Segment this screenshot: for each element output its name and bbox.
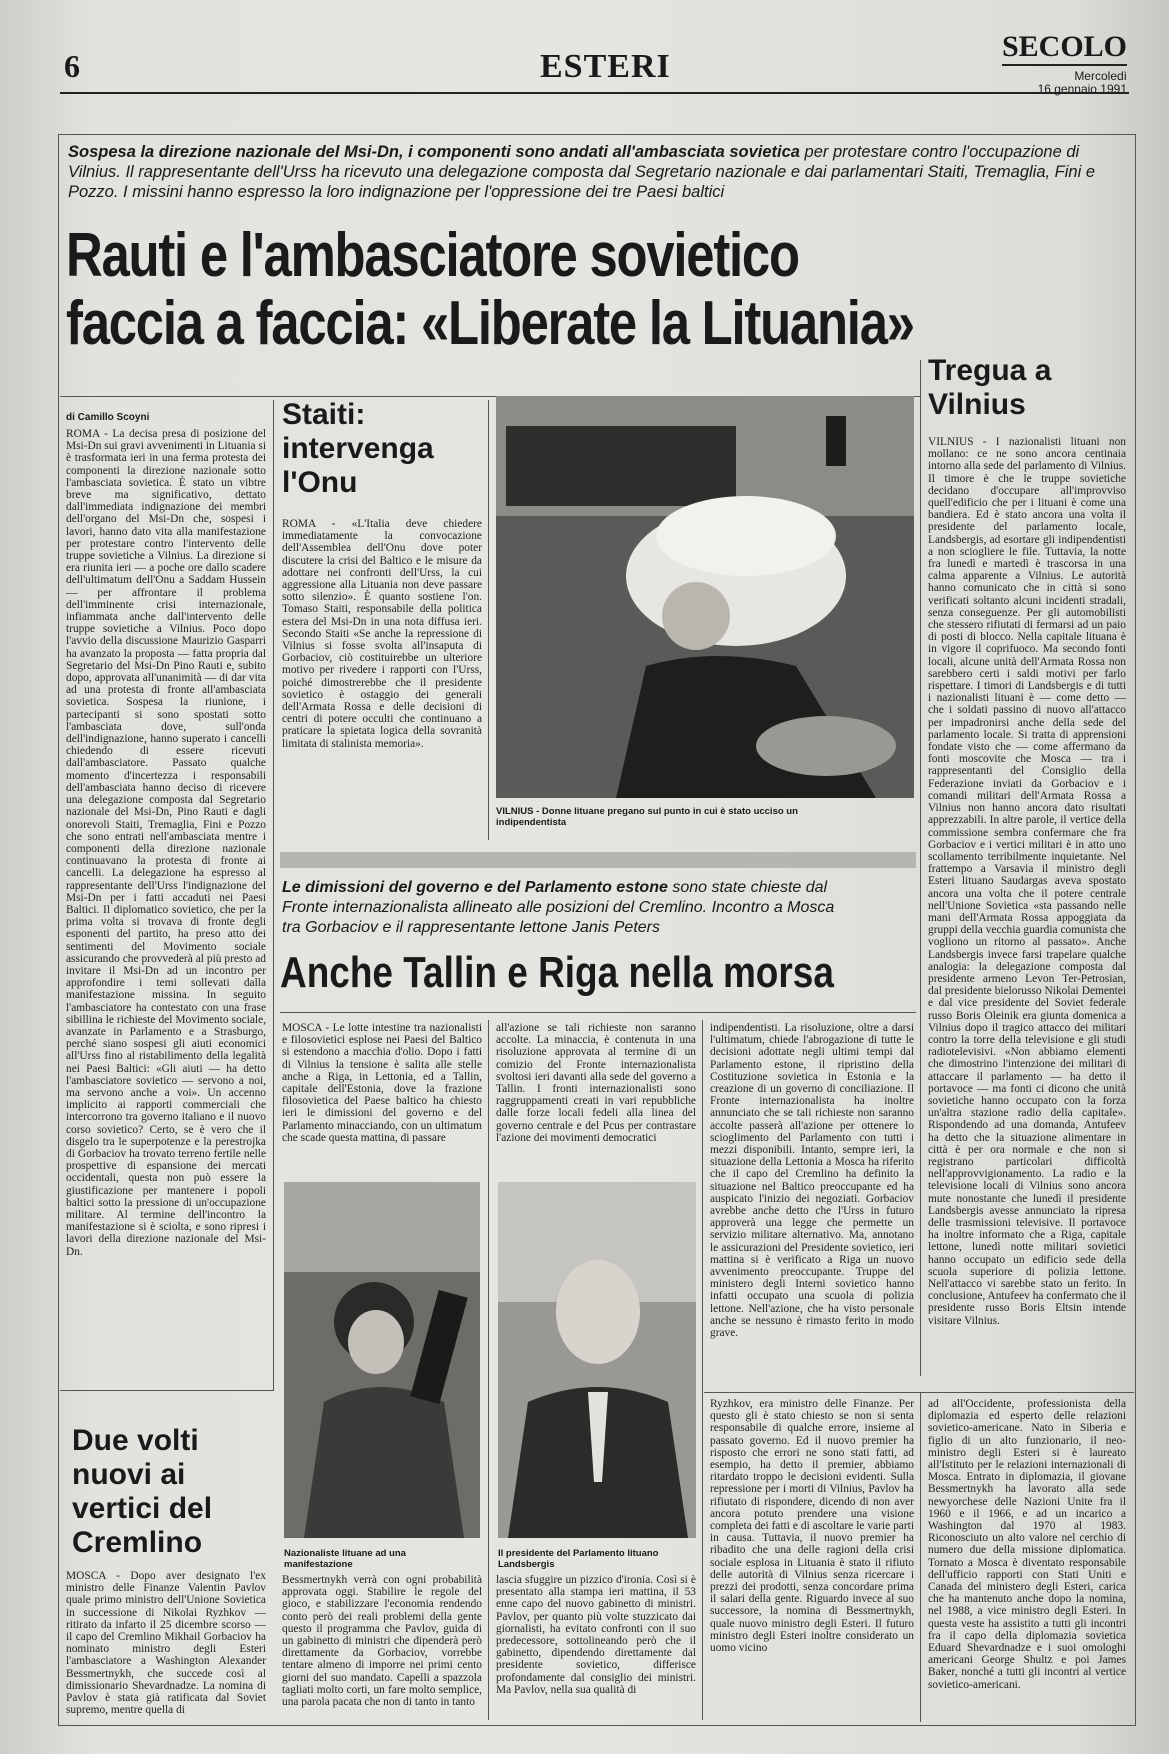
cremlino-body-col5: ad all'Occidente, professionista della diplomazia ed esperto delle relazioni sovietico-americane. Nato in Siberia e figlio di un alto funzionario, il neo-ministro degli Esteri si è laureato all'Istituto per le relazioni internazionali di Mosca. Entrato in diplomazia, il giovane Bessmertnykh ha lavorato alla sede newyorchese delle Nazioni Unite fra il 1960 e il 1966, e ad un incarico a Washington dal 1970 al 1983. Riconosciuto un alto valore nel cerchio di numero due della missione diplomatica. Tornato a Mosca è diventato responsabile dell'ufficio rapporti con Stati Uniti e Canada del ministero degli Esteri, carica che ha mantenuto anche dopo la nomina, nel 1988, a vice ministro degli Esteri. In questa veste ha assistito a tutti gli incontri fra il capo della diplomazia sovietica Eduard Shevardnadze e i suoi omologhi americani George Shultz e poi James Baker, nonché a tutti gli incontri al vertice sovietico-americani. xyxy=(928,1398,1126,1691)
photo-vilnius-women xyxy=(496,396,914,798)
header-rule xyxy=(60,92,1129,94)
column-rule-6 xyxy=(920,1392,921,1722)
photo-landsbergis-image xyxy=(498,1182,696,1538)
cremlino-body-col1: MOSCA - Dopo aver designato l'ex ministro delle Finanze Valentin Pavlov quale primo ministro dell'Unione Sovietica in successione di Nikolai Ryzhkov — ritirato da infarto il 25 dicembre scorso — il capo del Cremlino Mikhail Gorbaciov ha nominato ministro degli Esteri l'ambasciatore a Washington Alexander Bessmertnykh, che succede così al dimissionario Shevardnadze. La nomina di Pavlov è stata già ratificata dal Soviet supremo, mentre quella di xyxy=(66,1570,266,1717)
tallin-body-col3: indipendentisti. La risoluzione, oltre a darsi l'ultimatum, chiede l'abrogazione di tutte le decisioni adottate negli ultimi tempi dal Parlamento estone, il ripristino della Costituzione sovietica in Estonia e la creazione di un governo di conciliazione. Il Fronte internazionalista ha inoltre annunciato che se tali richieste non saranno accolte passerà all'azione per ottenere lo scioglimento del Parlamento con tutti i mezzi disponibili. Intanto, sempre ieri, la situazione della Lettonia a Mosca ha riferito che il capo del Cremlino ha definito la situazione nel Baltico preoccupante ed ha auspicato l'inizio dei negoziati. Gorbaciov avrebbe anche detto che l'Urss in futuro approverà una legge che permette un servizio militare alternativo. Ma, annotano le assicurazioni del Presidente sovietico, ieri mattina si è verificato a Riga un nuovo avvenimento preoccupante. Truppe del ministero degli Interni sovietico hanno infatti occupato una scuola di polizia lettone. Nell'azione, che ha visto personale anche se nessuno è rimasto ferito in modo grave. xyxy=(710,1022,914,1340)
main-kicker-rest: per protestare contro l'occupazione di Vilnius. Il rappresentante dell'Urss ha ricevuto una delegazione composta dal Segretario nazionale e dai parlamentari Staiti, Tremaglia, Fini e Pozzo. I missini hanno espresso la loro indignazione per l'oppressione dei tre Paesi baltici xyxy=(68,143,1096,201)
section-title: ESTERI xyxy=(540,48,671,85)
tregua-story-body: VILNIUS - I nazionalisti lituani non mollano: ce ne sono ancora centinaia intorno alla sede del parlamento di Vilnius. Il timore è che le truppe sovietiche decidano d'occupare all'improvviso quell'edificio che per i lituani è come una bandiera. Ed è stato ancora una volta il presidente del parlamento locale, Landsbergis, ad esortare gli indipendentisti a non sciogliere le file. Tuttavia, la notte fra lunedì e martedì è trascorsa in una calma apparente a Vilnius. Le autorità hanno comunicato che in città si sono verificati soltanto alcuni incidenti stradali, senza conseguenze. Per gli automobilisti che stessero rifiutati di fermarsi ad un paio di posti di blocco. Nella capitale lituana è in vigore il coprifuoco. Ma secondo fonti locali, alcune unità dell'Armata Rossa non sarebbero certi i saldi motivi per farlo rispettare. I timori di Landsbergis e di tutti i nazionalisti lituani è — come detto — che i soldati passino di nuovo all'attacco per impadronirsi anche della sede del parlamento locale. Si tratta di apprensioni fondate visto che — come affermano da fonti moscovite che Mosca — tra i rappresentanti del Consiglio della Federazione inviati da Gorbaciov e i comandi militari dell'Armata Rossa a Vilnius non hanno ancora dato risultati apprezzabili. In altre parole, il vertice della commissione sembra confermare che fra Gorbaciov e i vertici militari è in atto uno scollamento terribilmente inquietante. Nel frattempo a Varsavia il ministro degli Esteri lituano Saudargas aveva spostato ancora una volta che il potere centrale nell'Unione Sovietica «sta passando nelle mani dell'Armata Rossa appoggiata da gruppi della vecchia guardia comunista che vogliono un ritorno al passato». Anche Landsbergis invece farsi trapelare qualche analogia: la delegazione composta dal presidente armeno Levon Ter-Petrosian, dal presidente bielorusso Nikolai Dementei e dal vice presidente del Soviet federale russo Boris Oleinik era giunta domenica a Vilnius dopo il tragico attacco dei militari contro la torre della televisione e gli studi radiotelevisivi. «Non abbiamo elementi che dimostrino l'intenzione dei militari di attaccare il parlamento — ha detto il portavoce — ma fonti ci dicono che unità sovietiche hanno occupato con la forza un'altra stazione radio della capitale». Rispondendo ad una domanda, Antufeev ha detto che la situazione alimentare in città è per ora normale e che non si registrano particolari difficoltà nell'approvvigionamento. La radio e la televisione locali di Vilnius sono ancora mute nonostante che lunedì il presidente Landsbergis avesse annunciato la ripresa delle trasmissioni televisive. Il portavoce ha inoltre informato che a Riga, capitale lettone, lunedì notte militari sovietici hanno occupato un edificio sede della scuola superiore di polizia lettone. Nell'attacco vi sarebbe stato un ferito. In conclusione, Antufeev ha confermato che il presidente russo Boris Eltsin intende visitare Vilnius. xyxy=(928,436,1126,1327)
main-headline-line2: faccia a faccia: «Liberate la Lituania» xyxy=(66,289,914,358)
issue-day: 16 gennaio 1991 xyxy=(1037,82,1127,96)
cremlino-body-col2: Bessmertnykh verrà con ogni probabilità approvata oggi. Stabilire le regole del gioco, e stabilizzare l'economia rendendo conto però dei reali problemi della gente questo il programma che Pavlov, guida di un gabinetto di ministri che dipenderà però direttamente da Gorbaciov, vorrebbe tentare almeno di imporre nei primi cento giorni del suo mandato. Capelli a spazzola tagliati molto corti, un fare molto semplice, una parola pacata che non di tanto in tanto xyxy=(282,1574,482,1709)
tallin-body-col2: all'azione se tali richieste non saranno accolte. La minaccia, è contenuta in una risoluzione approvata al termine di un comizio del Fronte internazionalista svoltosi ieri davanti alla sede del governo a Tallin. I fronti internazionalisti sono raggruppamenti creati in vari repubbliche dalle forze locali fedeli alla linea del governo centrale e del Pcus per contrastare l'azione dei movimenti democratici xyxy=(496,1022,696,1144)
tregua-headline: Tregua a Vilnius xyxy=(928,354,1052,421)
page-number: 6 xyxy=(64,48,80,84)
column-rule-5 xyxy=(702,1020,703,1720)
cremlino-right-rule xyxy=(704,1392,1134,1393)
photo-nationalist-caption: Nazionaliste lituane ad una manifestazione xyxy=(284,1548,406,1570)
staiti-story-body: ROMA - «L'Italia deve chiedere immediatamente la convocazione dell'Assemblea dell'Onu dove poter discutere la crisi del Baltico e le misure da adottare nei confronti dell'Urss, la cui aggressione alla Lituania non deve passare sotto silenzio». È quanto sostiene l'on. Tomaso Staiti, responsabile della politica estera del Msi-Dn in una nota diffusa ieri. Secondo Staiti «Se anche la repressione di Vilnius si fosse svolta all'insaputa di Gorbaciov, ciò costituirebbe un ulteriore motivo per rivedere i rapporti con l'Urss, poiché dimostrerebbe che il presidente sovietico è ostaggio dei generali dell'Armata Rossa e delle decisioni di centri di potere occulti che continuano a praticare la spietata logica della sovranità limitata di stalinista memoria». xyxy=(282,518,482,750)
cremlino-headline: Due volti nuovi ai vertici del Cremlino xyxy=(72,1424,213,1559)
tallin-body-col1: MOSCA - Le lotte intestine tra nazionalisti e filosovietici esplose nei Paesi del Baltico si estendono a macchia d'olio. Dopo i fatti di Vilnius la tensione è salita alle stelle anche a Riga, in Lettonia, ed a Tallin, capitale dell'Estonia, dove la frazione filosovietica del Paese baltico ha chiesto ieri le dimissioni del governo e del Parlamento minacciando, con un ultimatum che scade questa mattina, di passare xyxy=(282,1022,482,1144)
staiti-headline: Staiti: intervenga l'Onu xyxy=(282,398,434,499)
column-rule-4 xyxy=(488,1020,489,1720)
photo-vilnius-caption: VILNIUS - Donne lituane pregano sul punto in cui è stato ucciso un indipendentista xyxy=(496,806,798,828)
newspaper-logo: SECOLO xyxy=(1002,30,1127,66)
cremlino-body-col3: lascia sfuggire un pizzico d'ironia. Così si è presentato alla stampa ieri mattina, il 53 enne capo del nuovo gabinetto di ministri. Pavlov, per quanto più volte stuzzicato dai giornalisti, ha evitato confronti con il suo predecessore, sottolineando però che il gabinetto, dipendendo direttamente dal presidente sovietico, differisce profondamente dal consiglio dei ministri. Ma Pavlov, nella sua qualità di xyxy=(496,1574,696,1696)
tallin-kicker-bold: Le dimissioni del governo e del Parlamento estone xyxy=(282,879,668,896)
tallin-kicker-rest: sono state chieste dal Fronte internazionalista allineato alle posizioni del Cremlino. Incontro a Mosca tra Gorbaciov e il rappresentante lettone Janis Peters xyxy=(282,879,835,936)
photo-nationalist-women xyxy=(284,1182,480,1538)
main-headline-line1: Rauti e l'ambasciatore sovietico xyxy=(66,221,799,290)
photo-landsbergis-caption: Il presidente del Parlamento lituano Landsbergis xyxy=(498,1548,659,1570)
issue-weekday: Mercoledì xyxy=(1074,69,1127,83)
tallin-kicker xyxy=(282,878,842,938)
cremlino-top-rule xyxy=(60,1390,274,1391)
column-rule-2 xyxy=(488,400,489,840)
main-kicker-bold: Sospesa la direzione nazionale del Msi-Dn, i componenti sono andati all'ambasciata sovietica xyxy=(68,143,800,161)
byline: di Camillo Scoyni xyxy=(66,412,150,423)
main-headline xyxy=(66,222,1042,358)
tallin-headline: Anche Tallin e Riga nella morsa xyxy=(280,948,834,997)
tallin-rule xyxy=(280,1012,916,1013)
photo-vilnius-women-image xyxy=(496,396,914,798)
column-rule-1 xyxy=(273,400,274,1390)
main-kicker xyxy=(68,142,1118,202)
column-rule-3 xyxy=(920,360,921,1376)
cremlino-body-col4: Ryzhkov, era ministro delle Finanze. Per questo gli è stato chiesto se non si senta responsabile di qualche errore, insieme al passato governo. Ed il nuovo premier ha risposto che errori ne sono stati fatti, ad esempio, ha detto il premier, abbiamo ritardato troppo le decisioni evidenti. Sulla repressione per i morti di Vilnius, Pavlov ha rifiutato di rispondere, dicendo di non aver ancora potuto prendere una visione completa dei fatti e di ascoltare le varie parti in causa. Tuttavia, il nuovo premier ha ribadito che una delle ragioni della crisi sociale esplosa in Lituania è stato il rifiuto delle autorità di Vilnius senza ricercare i prezzi dei prodotti, senza concordare prima il salari della gente. Riguardo invece al suo successore, la nomina di Bessmertnykh, quale nuovo ministro degli Esteri. Il futuro ministro degli Esteri inoltre considerato un uomo vicino xyxy=(710,1398,914,1655)
main-story-body: ROMA - La decisa presa di posizione del Msi-Dn sui gravi avvenimenti in Lituania si è trasformata ieri in una ferma protesta dei componenti la direzione nazionale sotto l'ambasciata sovietica. È stato un vibtre breve ma significativo, dettato dall'immediata indignazione dei membri dell'organo del Msi-Dn che, sospesi i lavori, hanno dato vita alla manifestazione per protestare contro l'intervento delle truppe sovietiche a Vilnius. La direzione si era riunita ieri — a poche ore dallo scadere dell'ultimatum dell'Onu a Saddam Hussein — per affrontare il problema dell'imminente crisi internazionale, infiammata anche dall'intervento delle truppe sovietiche a Vilnius. Poco dopo l'avvio della discussione Maurizio Gasparri ha avanzato la proposta — fatta propria dal Segretario del Msi-Dn Pino Rauti e, subito dopo, approvata all'unanimità — di dar vita ad una protesta di fronte all'ambasciata sovietica. Sospesa la riunione, i partecipanti si sono spostati sotto l'ambasciata dove, sull'onda dell'indignazione, hanno superato i cancelli chiedendo di essere ricevuti dall'ambasciatore. Passato qualche momento d'incertezza i responsabili dell'ambasciata hanno deciso di ricevere una delegazione composta dal Segretario nazionale del Msi-Dn, Pino Rauti e dagli onorevoli Staiti, Tremaglia, Fini e Pozzo che sono entrati nell'ambasciata mentre i componenti della direzione nazionale continuavano la protesta di fronte ai cancelli. La delegazione ha espresso al rappresentante dell'Urss l'indignazione del Msi-Dn per i fatti accaduti nei Paesi Baltici. Il diplomatico sovietico, che per la prima volta si trovava di fronte degli esponenti del partito, ha preso atto dei sentimenti del Movimento sociale assicurando che provvederà al più presto ad invitare il Msi-Dn ad un incontro per approfondire i temi sollevati dalla manifestazione missina. In seguito l'ambasciatore ha contestato con una frase sibillina le richieste del Movimento sociale, avanzate in Parlamento e a Strasburgo, perché siano sospesi gli aiuti economici all'Urss fino al ristabilimento della legalità nei Paesi Baltici: «Gli aiuti — ha detto l'ambasciatore sovietico — servono a noi, ma servono anche a voi». Un accenno implicito ai rapporti commerciali che intercorrono tra governo italiano e il nuovo corso sovietico? Certo, se è vero che il disgelo tra le superpotenze e la perestrojka di Gorbaciov ha trovato terreno fertile nelle prospettive di espansione dei mercati occidentali, questa non può essere la giustificazione per mantenere i popoli baltici sotto la pressione di un'occupazione militare. Al termine dell'incontro la manifestazione si è sciolta, e sono ripresi i lavori della direzione nazionale del Msi-Dn. xyxy=(66,428,266,1258)
photo-nationalist-women-image xyxy=(284,1182,480,1538)
section-band xyxy=(280,852,916,868)
photo-landsbergis xyxy=(498,1182,696,1538)
